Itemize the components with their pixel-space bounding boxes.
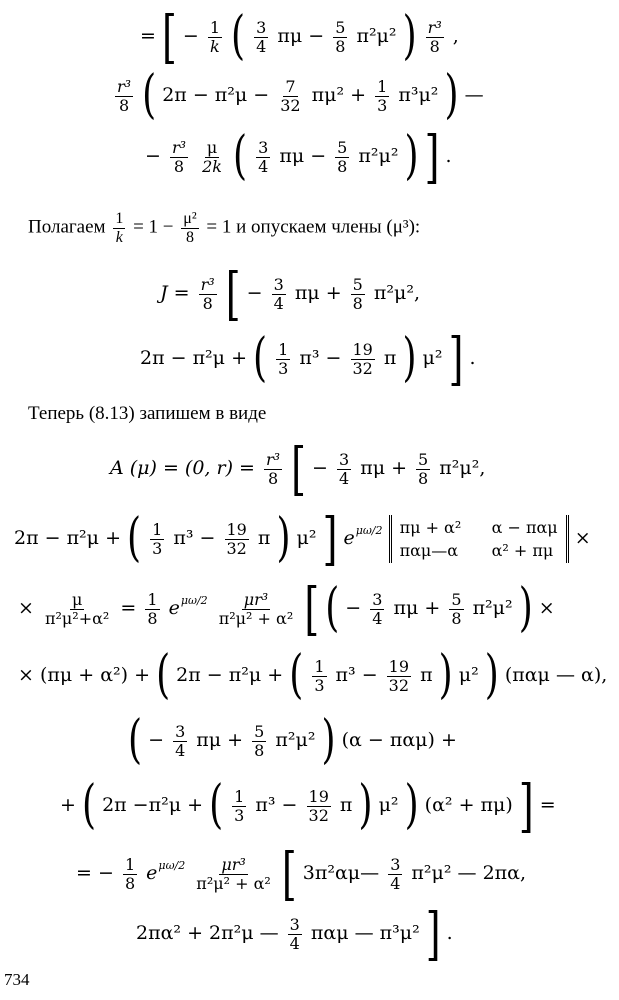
term: 2π −π²μ + xyxy=(102,794,204,816)
paren-open: ( xyxy=(231,6,246,66)
determinant-matrix xyxy=(389,515,569,563)
bracket-close: ] xyxy=(322,506,338,573)
paren-open: ( xyxy=(289,645,304,706)
fraction-mur3-over-denom: $\frac{\text{μr³}}{\text{π²μ² + α²}}$ xyxy=(196,854,271,893)
times-sign: × xyxy=(538,597,555,619)
fraction-5-8: $\frac{5}{8}$ xyxy=(335,17,346,56)
eq-A-line xyxy=(110,436,486,502)
term: π²μ² — 2πα, xyxy=(411,862,527,884)
equals-sign: = xyxy=(539,794,556,816)
minus-sign: − xyxy=(312,457,328,479)
term: πμ² + xyxy=(311,84,367,107)
matrix-row-2: παμ—α α² + πμ xyxy=(399,541,554,561)
term: 3π²αμ— xyxy=(302,862,380,884)
term: × (πμ + α²) + xyxy=(18,664,151,687)
term: (α − παμ) + xyxy=(341,729,457,752)
dash: — xyxy=(464,84,484,107)
fraction-mu-over-denom: $\frac{\mu}{\text{π²μ²+α²}}$ xyxy=(44,589,110,628)
term: π³ − xyxy=(173,527,216,550)
fraction-r3-8: $\frac{\text{r³}}{8}$ xyxy=(117,77,132,115)
bracket-open: [ xyxy=(281,841,297,907)
period: . xyxy=(469,347,476,369)
eq-J-line-2 xyxy=(140,326,476,392)
fraction-r3-8: $\frac{\text{r³}}{8}$ xyxy=(427,17,442,56)
fraction-1-3: $\frac{1}{3}$ xyxy=(377,77,388,115)
minus-sign: − xyxy=(246,282,263,304)
paren-open: ( xyxy=(233,126,248,186)
paren-close: ) xyxy=(484,645,499,706)
term: πμ + xyxy=(294,282,342,304)
paren-close: ) xyxy=(444,65,459,126)
period: . xyxy=(445,145,452,167)
eq-line-1 xyxy=(140,4,459,70)
term: π xyxy=(420,664,433,687)
eq-line-3 xyxy=(145,124,452,190)
fraction-mu2-8: $\frac{\text{μ²}}{8}$ xyxy=(183,210,197,246)
term: μ² xyxy=(422,347,443,369)
fraction-r3-8: $\frac{\text{r³}}{8}$ xyxy=(200,274,215,313)
minus-sign: − xyxy=(145,145,161,167)
term: π³μ² xyxy=(398,84,439,107)
fraction-r3-8: $\frac{\text{r³}}{8}$ xyxy=(266,449,281,488)
fraction-19-32: $\frac{19}{32}$ xyxy=(388,657,410,695)
term: (παμ — α), xyxy=(504,664,608,687)
paren-close: ) xyxy=(402,328,417,388)
paren-open: ( xyxy=(127,508,142,569)
term: 2π − π²μ + xyxy=(176,664,284,687)
fraction-5-8: $\frac{5}{8}$ xyxy=(337,137,348,176)
eq-line-f xyxy=(128,710,457,771)
exponential: $e^{\mu\omega/2}$ xyxy=(343,524,383,550)
paren-close: ) xyxy=(438,645,453,706)
times-sign: × xyxy=(18,597,34,619)
period: . xyxy=(446,922,453,944)
paren-open: ( xyxy=(209,775,224,835)
fraction-5-8: $\frac{5}{8}$ xyxy=(451,589,462,628)
fraction-3-4: $\frac{3}{4}$ xyxy=(372,589,383,628)
eq-times-line xyxy=(18,576,555,642)
term: = 1 − xyxy=(133,216,174,238)
fraction-3-4: $\frac{3}{4}$ xyxy=(390,854,401,893)
exponential: $e^{\mu\omega/2}$ xyxy=(146,859,186,884)
term: 2π − π²μ − xyxy=(162,84,270,107)
bracket-open: [ xyxy=(161,4,177,70)
term: π xyxy=(339,794,353,816)
bracket-close: ] xyxy=(448,326,464,392)
exponential: $e^{\mu\omega/2}$ xyxy=(168,594,208,619)
term: π³ − xyxy=(299,347,342,369)
fraction-7-32: $\frac{7}{32}$ xyxy=(280,77,301,115)
term: πμ − xyxy=(277,25,325,47)
term: π xyxy=(257,527,271,550)
fraction-1-3: $\frac{1}{3}$ xyxy=(314,657,325,695)
fraction-5-8: $\frac{5}{8}$ xyxy=(254,722,265,760)
term: = 1 xyxy=(206,216,232,238)
bracket-close: ] xyxy=(424,124,440,190)
term: π²μ², xyxy=(373,282,420,304)
paren-open: ( xyxy=(142,65,157,126)
eq-J-line-1 xyxy=(160,261,420,327)
fraction-3-4: $\frac{3}{4}$ xyxy=(338,449,350,488)
term: παμ — π³μ² xyxy=(310,922,420,944)
term: = − xyxy=(76,862,114,884)
fraction-1-over-k: $\frac{1}{k}$ xyxy=(115,210,124,246)
term: π³ − xyxy=(335,664,378,687)
eq-line-g xyxy=(60,773,556,839)
term: 2πα² + 2π²μ — xyxy=(136,922,279,944)
fraction-3-4: $\frac{3}{4}$ xyxy=(258,137,269,176)
term: πμ − xyxy=(279,145,327,167)
paren-close: ) xyxy=(402,6,417,66)
A-mu-label: A (μ) = (0, r) = xyxy=(110,457,255,479)
matrix-row-1: πμ + α² α − παμ xyxy=(399,518,558,537)
page-number: 734 xyxy=(4,970,30,989)
paren-close: ) xyxy=(276,508,291,569)
fraction-3-4: $\frac{3}{4}$ xyxy=(289,914,300,953)
paren-close: ) xyxy=(321,710,336,771)
term: μ² xyxy=(378,794,399,816)
fraction-3-4: $\frac{3}{4}$ xyxy=(175,722,186,760)
term: πμ + xyxy=(360,457,407,479)
term: π xyxy=(383,347,397,369)
term: π²μ² xyxy=(358,145,399,167)
term: πμ + xyxy=(196,729,244,752)
fraction-1-3: $\frac{1}{3}$ xyxy=(152,520,163,558)
paren-close: ) xyxy=(518,578,533,638)
term: π³ − xyxy=(255,794,298,816)
J-label: J = xyxy=(160,282,190,304)
fraction-1-8: $\frac{1}{8}$ xyxy=(124,854,136,893)
bracket-open: [ xyxy=(304,576,320,642)
eq-line-i xyxy=(136,901,453,967)
fraction-19-32: $\frac{19}{32}$ xyxy=(352,339,373,378)
paren-open: ( xyxy=(81,775,97,835)
bracket-open: [ xyxy=(291,436,306,502)
paren-open: ( xyxy=(325,578,340,638)
fraction-5-8: $\frac{5}{8}$ xyxy=(352,274,363,313)
bracket-open: [ xyxy=(225,261,241,327)
term: μ² xyxy=(296,527,317,550)
equals-sign: = xyxy=(120,597,137,619)
fraction-19-32: $\frac{19}{32}$ xyxy=(308,786,329,825)
fraction-mu-2k: $\frac{\mu}{2k}$ xyxy=(202,137,222,176)
fraction-5-8: $\frac{5}{8}$ xyxy=(418,449,429,488)
fraction-1-over-k: $\frac{1}{k}$ xyxy=(209,17,220,56)
fraction-3-4: $\frac{3}{4}$ xyxy=(256,17,267,56)
eq-matrix-line xyxy=(14,506,591,573)
term: π²μ² xyxy=(356,25,397,47)
fraction-1-3: $\frac{1}{3}$ xyxy=(234,786,245,825)
term: π²μ² xyxy=(472,597,513,619)
term: π²μ², xyxy=(439,457,486,479)
eq-line-d xyxy=(18,645,608,706)
word-polagaem: Полагаем xyxy=(28,216,106,238)
paren-close: ) xyxy=(404,126,419,186)
minus-sign: − xyxy=(148,729,165,752)
paren-open: ( xyxy=(156,645,171,706)
fraction-mur3-over-denom: $\frac{\text{μr³}}{\text{π²μ² + α²}}$ xyxy=(218,589,294,628)
phrase-opuskaem: и опускаем члены (μ³): xyxy=(236,216,421,238)
paren-open: ( xyxy=(128,710,143,771)
term: π²μ² xyxy=(275,729,316,752)
text-line-teper: Теперь (8.13) запишем в виде xyxy=(28,403,267,424)
paren-open: ( xyxy=(253,328,268,388)
fraction-r3-8: $\frac{\text{r³}}{8}$ xyxy=(171,137,187,176)
fraction-1-8: $\frac{1}{8}$ xyxy=(147,589,158,628)
text-line-polagaem xyxy=(28,210,420,246)
plus-sign: + xyxy=(60,794,76,816)
minus-sign: − xyxy=(182,25,199,47)
times-sign: × xyxy=(574,527,591,550)
bracket-close: ] xyxy=(425,901,441,967)
equals-sign: = xyxy=(140,25,156,47)
comma: , xyxy=(452,25,459,47)
term: μ² xyxy=(458,664,479,687)
minus-sign: − xyxy=(345,597,362,619)
fraction-19-32: $\frac{19}{32}$ xyxy=(226,520,247,558)
term: 2π − π²μ + xyxy=(140,347,247,369)
bracket-close: ] xyxy=(518,773,534,839)
term: πμ + xyxy=(393,597,441,619)
fraction-3-4: $\frac{3}{4}$ xyxy=(273,274,284,313)
eq-line-2 xyxy=(112,65,484,126)
eq-line-h xyxy=(76,841,527,907)
term: 2π − π²μ + xyxy=(14,527,121,550)
paren-close: ) xyxy=(404,775,419,835)
term: (α² + πμ) xyxy=(424,794,513,816)
paren-close: ) xyxy=(358,775,373,835)
fraction-1-3: $\frac{1}{3}$ xyxy=(278,339,289,378)
